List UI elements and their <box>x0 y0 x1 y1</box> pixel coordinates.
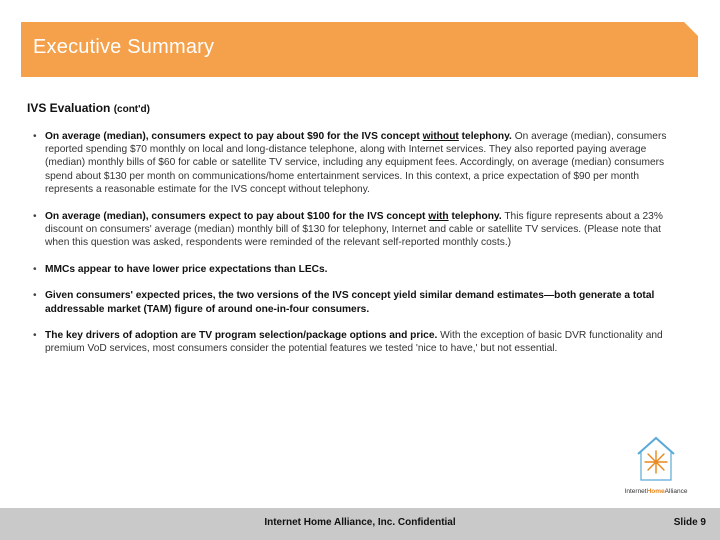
page-title: Executive Summary <box>33 36 215 58</box>
bullet-lead: MMCs appear to have lower price expectations than LECs. <box>45 263 328 275</box>
emphasis-text: without <box>422 131 459 142</box>
company-logo <box>606 432 706 502</box>
logo-wordmark: InternetHomeAlliance <box>624 488 688 495</box>
bullet-item <box>33 263 688 276</box>
bullet-list <box>33 130 688 369</box>
bullet-lead: Given consumers' expected prices, the two versions of the IVS concept yield similar demand estimates—both generate a total addressable market (TAM) figure of around one-in-four consumers. <box>45 290 655 315</box>
bullet-marker: • <box>33 290 37 302</box>
slide-number: Slide 9 <box>673 517 706 528</box>
house-sunburst-icon <box>628 432 684 488</box>
section-heading <box>27 101 150 115</box>
bullet-item <box>33 210 688 250</box>
title-banner <box>21 22 698 77</box>
bullet-marker: • <box>33 330 37 342</box>
bullet-item <box>33 289 688 315</box>
bullet-item <box>33 130 688 196</box>
bullet-body: This figure represents about a 23% discount on consumers' average (median) monthly bill of $130 for telephony, Internet and cable or satellite TV services. (Please note that when this question was asked, respondents were reminded of the relevant self-reported monthly costs.) <box>45 210 663 248</box>
section-title: IVS Evaluation <box>27 101 111 115</box>
bullet-body: With the exception of basic DVR functionality and premium VoD services, most consumers consider the potential features we tested 'nice to have,' but not essential. <box>45 330 663 355</box>
bullet-body: On average (median), consumers reported spending $70 monthly on local and long-distance telephone, along with Internet services. They also reported paying average (median) monthly bills of $60 for cable or satellite TV service, including any equipment fees. Accordingly, on average (median) consumers spend about $130 per month on communications/home entertainment services. In this context, a price expectation of $90 per month represents a reasonable estimate for the IVS concept without telephony. <box>45 131 667 195</box>
footer-confidential: Internet Home Alliance, Inc. Confidential <box>264 517 456 528</box>
footer-bar <box>0 508 720 540</box>
bullet-marker: • <box>33 263 37 275</box>
bullet-lead: On average (median), consumers expect to pay about $90 for the IVS concept without telephony. <box>45 131 512 142</box>
bullet-item <box>33 329 688 355</box>
emphasis-text: with <box>428 210 449 222</box>
bullet-marker: • <box>33 131 37 142</box>
section-suffix: (cont'd) <box>113 104 150 115</box>
bullet-lead: The key drivers of adoption are TV program selection/package options and price. <box>45 330 438 342</box>
bullet-lead: On average (median), consumers expect to pay about $100 for the IVS concept with telephony. <box>45 210 502 222</box>
bullet-marker: • <box>33 210 37 222</box>
